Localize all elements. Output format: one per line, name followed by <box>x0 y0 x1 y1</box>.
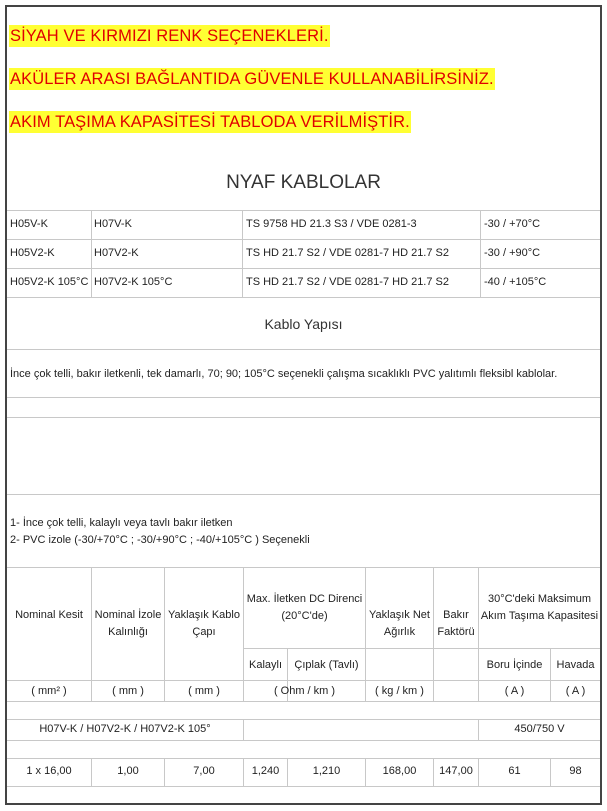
group-label: H07V-K / H07V2-K / H07V2-K 105° <box>39 723 211 735</box>
page-title: NYAF KABLOLAR <box>226 172 381 193</box>
type-cell: H05V2-K <box>10 247 55 259</box>
divider <box>7 297 600 298</box>
header-bakir-faktoru: Bakır Faktörü <box>437 609 475 638</box>
highlight-line-2: AKÜLER ARASI BAĞLANTIDA GÜVENLE KULLANABİLİRSİNİZ. <box>10 70 494 88</box>
temperature-cell: -30 / +90°C <box>484 247 541 259</box>
note-line-1: 1- İnce çok telli, kalaylı veya tavlı bakır iletken <box>10 517 233 529</box>
divider <box>7 719 600 720</box>
divider <box>7 494 600 495</box>
type-cell: H07V2-K 105°C <box>94 276 173 288</box>
standard-cell: TS HD 21.7 S2 / VDE 0281-7 HD 21.7 S2 <box>246 247 449 259</box>
section-title: Kablo Yapısı <box>264 316 343 332</box>
unit-cell: ( Ohm / km ) <box>273 685 336 697</box>
table-cell: 7,00 <box>193 765 215 777</box>
divider <box>7 567 600 568</box>
table-cell: 1,210 <box>312 765 341 777</box>
header-akim-kapasitesi: 30°C'deki Maksimum Akım Taşıma Kapasitesi <box>480 593 599 622</box>
divider <box>7 397 600 398</box>
divider <box>7 239 600 240</box>
unit-cell: ( mm² ) <box>31 685 67 697</box>
standard-cell: TS HD 21.7 S2 / VDE 0281-7 HD 21.7 S2 <box>246 276 449 288</box>
structure-description: İnce çok telli, bakır iletkenli, tek damarlı, 70; 90; 105°C seçenekli çalışma sıcaklıklı PVC yalıtımlı fleksibl kablolar. <box>10 368 558 380</box>
unit-cell: ( mm ) <box>188 685 220 697</box>
type-cell: H05V-K <box>10 218 48 230</box>
note-line-2: 2- PVC izole (-30/+70°C ; -30/+90°C ; -40/+105°C ) Seçenekli <box>10 534 310 546</box>
header-nominal-izole: Nominal İzole Kalınlığı <box>94 609 162 638</box>
unit-cell: ( A ) <box>504 685 525 697</box>
header-net-agirlik: Yaklaşık Net Ağırlık <box>369 609 430 638</box>
type-cell: H05V2-K 105°C <box>10 276 89 288</box>
header-havada: Havada <box>556 659 595 671</box>
table-cell: 147,00 <box>439 765 473 777</box>
table-cell: 1,240 <box>251 765 280 777</box>
table-cell: 168,00 <box>382 765 417 777</box>
divider <box>7 268 600 269</box>
table-cell: 1,00 <box>117 765 139 777</box>
table-cell: 98 <box>569 765 582 777</box>
standard-cell: TS 9758 HD 21.3 S3 / VDE 0281-3 <box>246 218 417 230</box>
divider <box>7 758 600 759</box>
unit-cell: ( mm ) <box>112 685 144 697</box>
divider <box>7 786 600 787</box>
header-boru-icinde: Boru İçinde <box>486 659 543 671</box>
divider <box>478 648 600 649</box>
temperature-cell: -30 / +70°C <box>484 218 541 230</box>
highlight-line-1: SİYAH VE KIRMIZI RENK SEÇENEKLERİ. <box>10 27 329 45</box>
type-cell: H07V2-K <box>94 247 139 259</box>
unit-cell: ( kg / km ) <box>375 685 424 697</box>
unit-cell: ( A ) <box>565 685 586 697</box>
type-cell: H07V-K <box>94 218 132 230</box>
group-voltage: 450/750 V <box>514 723 565 735</box>
header-kablo-capi: Yaklaşık Kablo Çapı <box>168 609 240 638</box>
divider <box>7 680 600 681</box>
divider <box>7 740 600 741</box>
header-max-direnc: Max. İletken DC Direnci (20°C'de) <box>246 593 363 622</box>
table-cell: 1 x 16,00 <box>26 765 72 777</box>
divider <box>7 701 600 702</box>
divider <box>7 417 600 418</box>
highlight-line-3: AKIM TAŞIMA KAPASİTESİ TABLODA VERİLMİŞTİR. <box>10 113 410 131</box>
header-nominal-kesit: Nominal Kesit <box>15 609 83 621</box>
temperature-cell: -40 / +105°C <box>484 276 547 288</box>
header-kalayli: Kalaylı <box>248 659 283 671</box>
document-frame <box>5 5 602 805</box>
divider <box>7 210 600 211</box>
divider <box>7 349 600 350</box>
table-cell: 61 <box>508 765 521 777</box>
header-ciplak: Çıplak (Tavlı) <box>294 659 359 671</box>
